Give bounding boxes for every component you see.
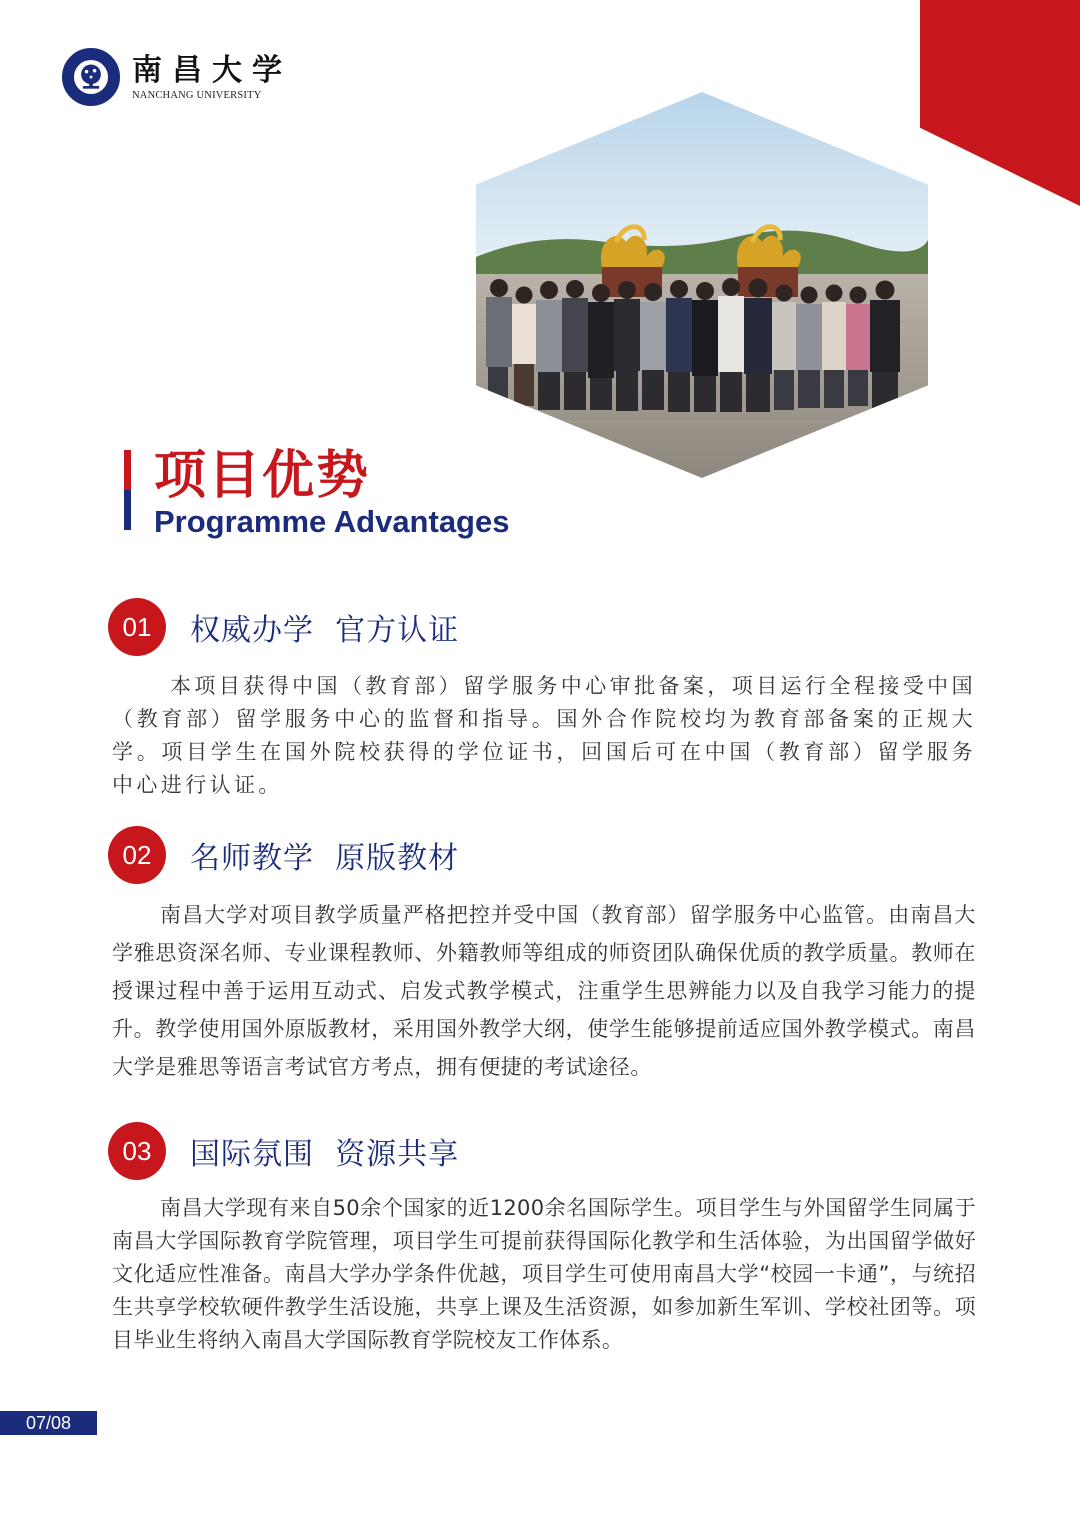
- advantage-paragraph: 南昌大学对项目教学质量严格把控并受中国（教育部）留学服务中心监管。由南昌大学雅思资深名师、专业课程教师、外籍教师等组成的师资团队确保优质的教学质量。教师在授课过程中善于运用互动式、启发式教学模式，注重学生思辨能力以及自我学习能力的提升。教学使用国外原版教材，采用国外教学大纲，使学生能够提前适应国外教学模式。南昌大学是雅思等语言考试官方考点，拥有便捷的考试途径。: [112, 903, 976, 1079]
- advantage-paragraph: 本项目获得中国（教育部）留学服务中心审批备案，项目运行全程接受中国（教育部）留学服务中心的监督和指导。国外合作院校均为教育部备案的正规大学。项目学生在国外院校获得的学位证书，回国后可在中国（教育部）留学服务中心进行认证。: [112, 674, 976, 797]
- heading-accent-bar: [124, 450, 131, 490]
- heading-accent-bar: [124, 490, 131, 530]
- page-number: 07/08: [0, 1411, 97, 1435]
- university-seal-icon: [62, 48, 120, 106]
- university-name-en: NANCHANG UNIVERSITY: [132, 89, 262, 101]
- number-badge: 02: [108, 826, 166, 884]
- group-photo-icon: [476, 92, 928, 478]
- advantage-paragraph: 南昌大学现有来自50余个国家的近1200余名国际学生。项目学生与外国留学生同属于南昌大学国际教育学院管理，项目学生可提前获得国际化教学和生活体验，为出国留学做好文化适应性准备。南昌大学办学条件优越，项目学生可使用南昌大学“校园一卡通”，与统招生共享学校软硬件教学生活设施，共享上课及生活资源，如参加新生军训、学校社团等。项目毕业生将纳入南昌大学国际教育学院校友工作体系。: [112, 1196, 976, 1352]
- university-logo: [62, 48, 292, 106]
- advantage-heading: 国际氛围 资源共享: [190, 1137, 460, 1172]
- number-badge: 03: [108, 1122, 166, 1180]
- section-title-cn: 项目优势: [154, 446, 371, 506]
- advantage-item-3-title: [108, 1122, 459, 1180]
- corner-decoration: [920, 0, 1080, 206]
- university-name-cn: 南昌大学: [132, 52, 292, 88]
- number-badge: 01: [108, 598, 166, 656]
- advantage-heading: 权威办学 官方认证: [190, 613, 460, 648]
- section-title-en: Programme Advantages: [154, 504, 510, 539]
- advantage-item-2-title: [108, 826, 459, 884]
- advantage-item-1-title: [108, 598, 459, 656]
- advantage-heading: 名师教学 原版教材: [190, 841, 460, 876]
